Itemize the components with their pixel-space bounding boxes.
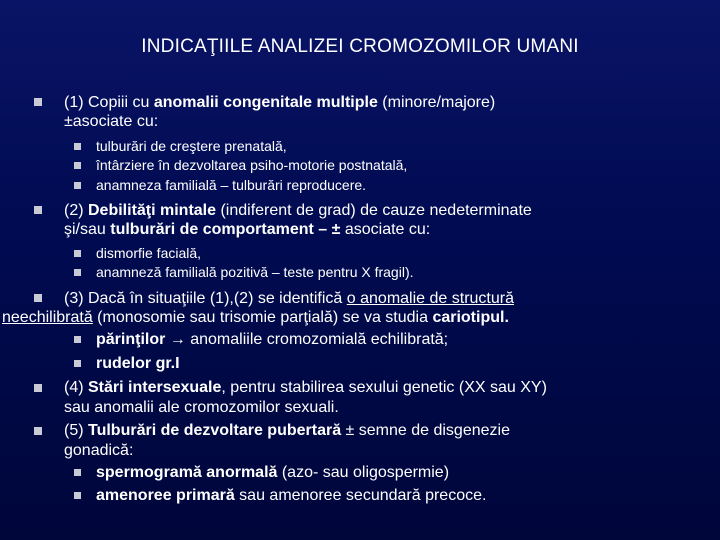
text-segment-bold: Stări intersexuale — [88, 379, 222, 396]
text-segment-underlined: o anomalie de structură — [346, 290, 514, 307]
text-segment: (5) — [64, 422, 88, 439]
text-segment-bold: amenoree primară — [96, 487, 235, 504]
slide-title: INDICAŢIILE ANALIZEI CROMOZOMILOR UMANI — [141, 36, 579, 57]
sub-bullet-icon — [74, 360, 81, 367]
sub-bullet-icon — [74, 269, 81, 276]
text-segment: → anomaliile cromozomială echilibrată; — [165, 331, 449, 348]
text-segment: , pentru stabilirea sexului genetic (XX sau XY) — [221, 379, 547, 396]
bullet-icon — [34, 384, 42, 392]
text-segment: (4) — [64, 379, 88, 396]
list-item-4 — [64, 378, 704, 397]
sub-item: întârziere în dezvoltarea psiho-motorie postnatală, — [96, 157, 408, 173]
sub-item: anamneză familială pozitivă – teste pentru X fragil). — [96, 264, 414, 280]
list-item-1 — [64, 93, 694, 131]
list-item-5 — [64, 421, 704, 440]
text-segment: ±asociate cu: — [64, 113, 159, 130]
sub-item: dismorfie facială, — [96, 245, 202, 261]
text-segment: sau amenoree secundară precoce. — [234, 487, 487, 504]
text-segment: (monosomie sau trisomie parţială) se va studia — [92, 309, 433, 326]
sub-bullet-icon — [74, 143, 81, 150]
text-segment-bold: Debilităţi mintale — [88, 202, 217, 219]
text-segment: (1) Copiii cu — [64, 94, 154, 111]
text-segment-bold: părinţilor — [96, 331, 166, 348]
list-item-4-cont: sau anomalii ale cromozomilor sexuali. — [64, 399, 339, 416]
sub-bullet-icon — [74, 162, 81, 169]
sub-item — [96, 330, 448, 349]
sub-item — [96, 486, 486, 505]
text-segment-bold: cariotipul. — [432, 309, 509, 326]
sub-item — [96, 463, 449, 482]
sub-bullet-icon — [74, 492, 81, 499]
bullet-icon — [34, 427, 42, 435]
text-segment: (indiferent de grad) de cauze nedeterminate — [216, 202, 532, 219]
text-segment: (3) Dacă în situaţiile (1),(2) se identifică — [64, 290, 347, 307]
bullet-icon — [34, 206, 42, 214]
text-segment: şi/sau — [64, 221, 111, 238]
text-segment-bold: rudelor gr.I — [96, 355, 180, 372]
text-segment: ± semne de disgenezie — [341, 422, 510, 439]
sub-item: anamneza familială – tulburări reproducere. — [96, 177, 367, 193]
list-item-3 — [2, 289, 714, 327]
text-segment: (minore/majore) — [377, 94, 496, 111]
text-segment: (azo- sau oligospermie) — [277, 464, 450, 481]
bullet-icon — [34, 294, 42, 302]
sub-bullet-icon — [74, 469, 81, 476]
list-item-5-cont: gonadică: — [64, 442, 134, 459]
sub-item: tulburări de creştere prenatală, — [96, 138, 287, 154]
text-segment-bold: anomalii congenitale multiple — [153, 94, 378, 111]
text-segment-bold: tulburări de comportament – ± — [110, 221, 345, 238]
sub-bullet-icon — [74, 336, 81, 343]
text-segment: asociate cu: — [344, 221, 431, 238]
sub-bullet-icon — [74, 182, 81, 189]
list-item-2 — [64, 201, 704, 239]
text-segment-bold: Tulburări de dezvoltare pubertară — [88, 422, 342, 439]
text-segment-bold: spermogramă anormală — [96, 464, 278, 481]
text-segment: (2) — [64, 202, 88, 219]
sub-bullet-icon — [74, 250, 81, 257]
text-segment-underlined: neechilibrată — [2, 309, 93, 326]
sub-item — [96, 354, 180, 373]
bullet-icon — [34, 98, 42, 106]
